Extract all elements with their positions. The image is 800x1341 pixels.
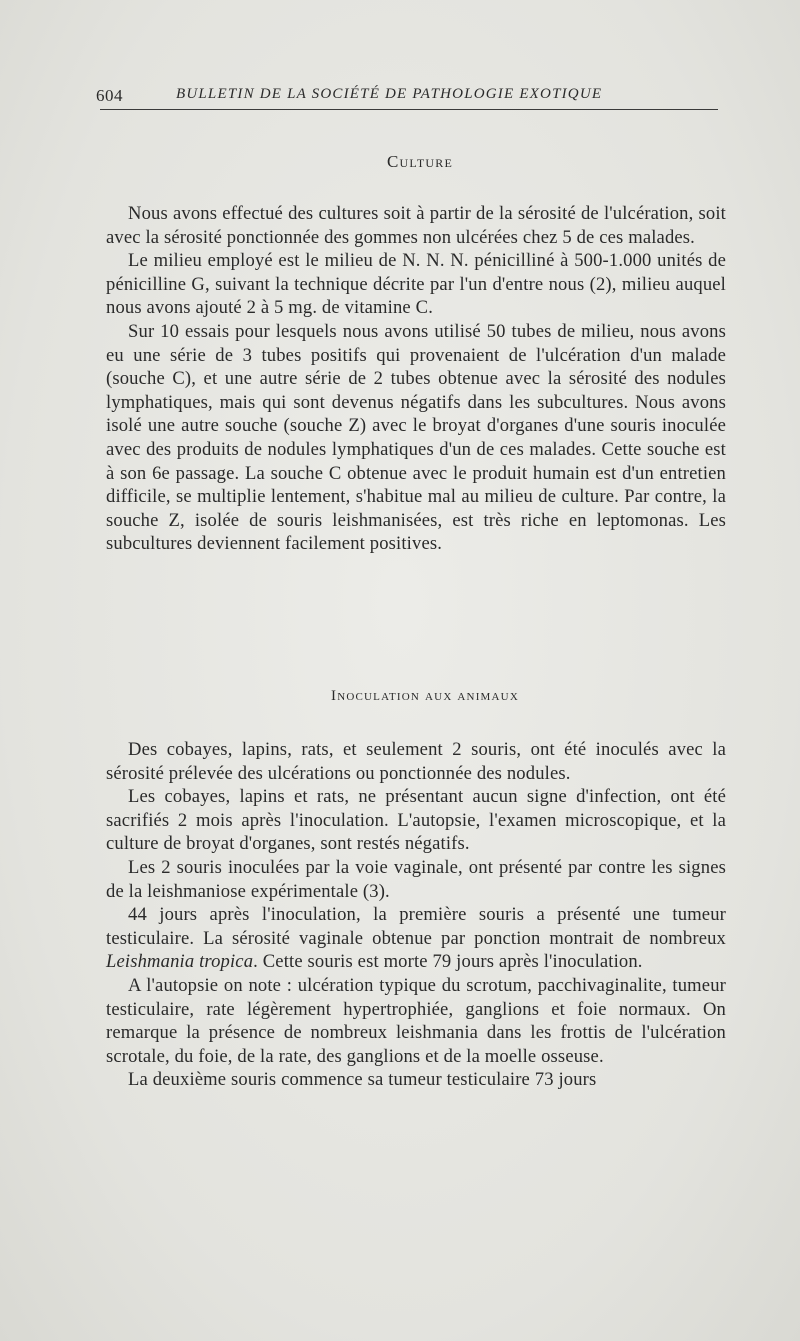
paragraph: A l'autopsie on note : ulcération typique du scrotum, pacchivaginalite, tumeur testiculaire, rate légèrement hypertrophiée, ganglions et foie normaux. On remarque la présence de nombreux leishmania dans les frottis de l'ulcération scrotale, du foie, de la rate, des ganglions et de la moelle osseuse. [106, 974, 726, 1067]
paragraph: Les cobayes, lapins et rats, ne présentant aucun signe d'infection, ont été sacrifiés 2 mois après l'inoculation. L'autopsie, l'examen microscopique, et la culture de broyat d'organes, sont restés négatifs. [106, 786, 726, 855]
paragraph: Nous avons effectué des cultures soit à partir de la sérosité de l'ulcération, soit avec la sérosité ponctionnée des gommes non ulcérées chez 5 de ces malades. [106, 203, 726, 248]
paragraph: Des cobayes, lapins, rats, et seulement 2 souris, ont été inoculés avec la sérosité prélevée des ulcérations ou ponctionnée des nodules. [106, 739, 726, 784]
page-number: 604 [96, 86, 123, 105]
species-name: Leishmania tropica [106, 951, 254, 973]
section-body-culture [106, 202, 726, 556]
section-title-culture: Culture [387, 152, 453, 171]
paragraph: La deuxième souris commence sa tumeur testiculaire 73 jours [128, 1069, 597, 1091]
page-header [96, 82, 718, 112]
paragraph-text: 44 jours après l'inoculation, la première souris a présenté une tumeur testiculaire. La sérosité vaginale obtenue par ponction montrait de nombreux [106, 904, 726, 949]
paragraph: Sur 10 essais pour lesquels nous avons utilisé 50 tubes de milieu, nous avons eu une série de 3 tubes positifs qui provenaient de l'ulcération d'un malade (souche C), et une autre série de 2 tubes obtenue avec la sérosité des nodules lymphatiques, mais qui sont devenus négatifs dans les subcultures. Nous avons isolé une autre souche (souche Z) avec le broyat d'organes d'une souris inoculée avec des produits de nodules lymphatiques d'un de ces malades. Cette souche est à son 6e passage. La souche C obtenue avec le produit humain est d'un entretien difficile, se multiplie lentement, s'habitue mal au milieu de culture. Par contre, la souche Z, isolée de souris leishmanisées, est très riche en leptomonas. Les subcultures deviennent facilement positives. [106, 320, 726, 555]
paragraph [106, 903, 726, 974]
paragraph: Le milieu employé est le milieu de N. N. N. pénicilliné à 500-1.000 unités de pénicilline G, suivant la technique décrite par l'un d'entre nous (2), milieu auquel nous avons ajouté 2 à 5 mg. de vitamine C. [106, 250, 726, 319]
paragraph-text: . Cette souris est morte 79 jours après l'inoculation. [253, 951, 643, 973]
section-body-inoculation [106, 738, 726, 1092]
section-title-inoculation: Inoculation aux animaux [331, 688, 519, 704]
header-rule [100, 109, 718, 110]
running-title: BULLETIN DE LA SOCIÉTÉ DE PATHOLOGIE EXOTIQUE [176, 86, 603, 102]
paragraph: Les 2 souris inoculées par la voie vaginale, ont présenté par contre les signes de la leishmaniose expérimentale (3). [106, 856, 726, 902]
